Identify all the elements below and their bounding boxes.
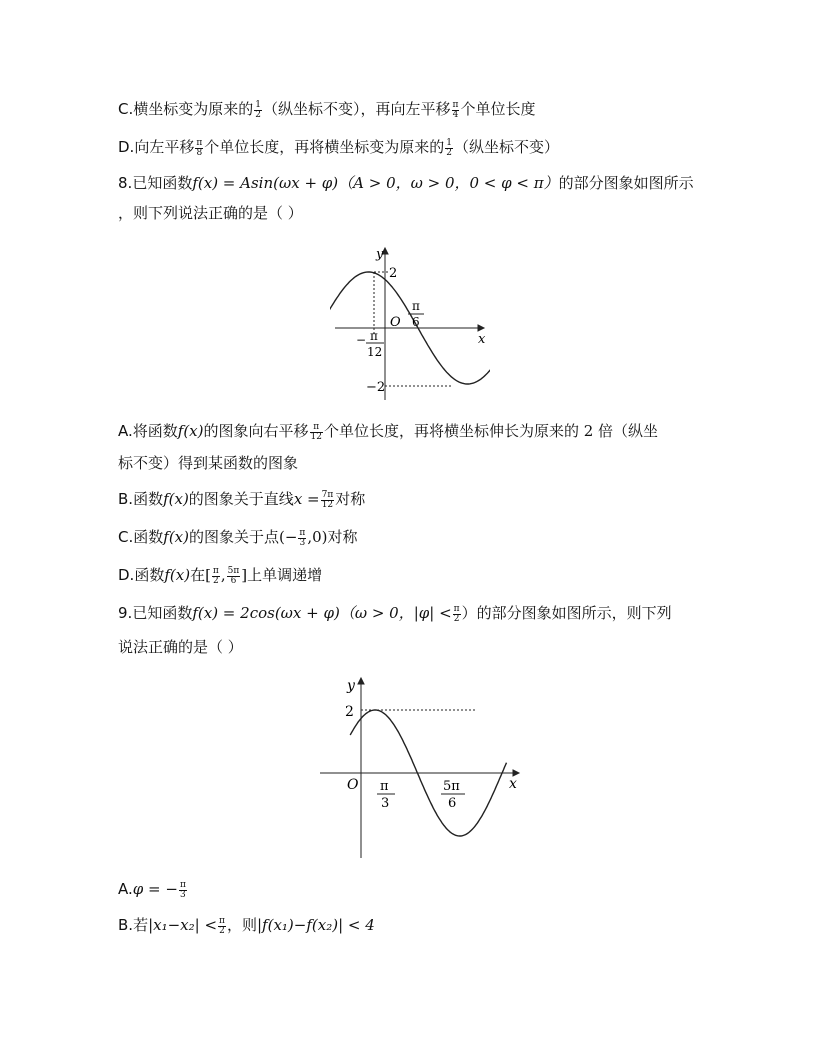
q8-option-d: [118, 564, 322, 586]
parameter-conditions: （A > 0，ω > 0，0 < φ < π）: [338, 174, 559, 192]
option-prefix: B.: [118, 490, 134, 508]
x-axis-label: x: [478, 332, 486, 347]
x-axis-label: x: [509, 776, 517, 792]
q8-option-b: [118, 488, 365, 510]
fraction: $\frac{\pi}{2}$: [453, 603, 460, 624]
tick1-denominator: 3: [381, 796, 390, 811]
fraction: $\frac{\pi}{3}$: [179, 879, 186, 900]
function-name: f(x): [163, 490, 189, 508]
option-prefix: A.: [118, 422, 133, 440]
neg-tick-numerator: π: [370, 329, 378, 343]
fraction: $\frac{\pi}{2}$: [219, 915, 225, 936]
neg-tick-sign: −: [356, 333, 367, 347]
fraction: $\frac{5\pi}{6}$: [227, 565, 240, 586]
question-text: ）的部分图象如图所示，则下列: [461, 604, 672, 622]
question-number: 8.: [118, 174, 133, 192]
option-text: 函数: [134, 566, 165, 584]
option-text: 向左平移: [134, 138, 195, 156]
question-text: 已知函数: [132, 174, 193, 192]
fraction: $\frac{1}{2}$: [446, 137, 453, 158]
q9-option-b: [118, 914, 375, 936]
option-text: 标不变）得到某函数的图象: [118, 454, 299, 472]
fraction: $\frac{\pi}{12}$: [310, 421, 322, 442]
option-text: 函数: [133, 490, 164, 508]
option-prefix: D.: [118, 138, 135, 156]
y-axis-arrow: [358, 678, 364, 684]
function-formula: f(x) = Asin(ωx + φ): [192, 174, 339, 192]
equation-lhs: φ = −: [132, 880, 178, 898]
max-label: 2: [345, 704, 354, 720]
question-text: 的部分图象如图所示: [558, 174, 694, 192]
question-9-line: [118, 602, 672, 624]
y-axis-label: y: [347, 678, 355, 694]
fraction: $\frac{\pi}{8}$: [196, 137, 203, 158]
option-text: 对称: [335, 490, 366, 508]
x-axis-arrow: [478, 325, 484, 331]
option-text: 个单位长度，再将横坐标变为原来的: [204, 138, 445, 156]
fraction: $\frac{1}{2}$: [255, 99, 261, 120]
option-text: 的图象关于直线: [188, 490, 294, 508]
neg-tick-denominator: 12: [367, 345, 383, 359]
tick2-denominator: 6: [448, 796, 457, 811]
q9-option-a: [118, 878, 188, 900]
question-9-line-2: [118, 636, 243, 658]
origin-label: O: [390, 315, 401, 330]
option-text: 函数: [133, 528, 164, 546]
separator: ,: [220, 566, 226, 584]
option-prefix: B.: [118, 916, 134, 934]
max-label: 2: [389, 266, 398, 281]
option-text: 的图象关于点(−: [188, 528, 298, 546]
origin-label: O: [347, 777, 359, 793]
function-name: f(x): [163, 528, 189, 546]
question-8-line-2: [118, 202, 303, 224]
fraction: $\frac{\pi}{2}$: [212, 565, 219, 586]
option-text: ]上单调递增: [241, 566, 323, 584]
min-label: −2: [366, 380, 386, 395]
function-name: f(x): [164, 566, 191, 584]
function-formula: f(x) = 2cos(ωx + φ): [192, 604, 340, 622]
pos-tick-numerator: π: [412, 299, 420, 313]
option-text: 将函数: [132, 422, 178, 440]
question-text: 说法正确的是（ ）: [118, 638, 243, 656]
option-text: （纵坐标不变），再向左平移: [263, 100, 451, 118]
option-prefix: C.: [118, 528, 134, 546]
fraction: $\frac{\pi}{3}$: [299, 527, 306, 548]
option-text: 在[: [190, 566, 211, 584]
tick1-numerator: π: [380, 779, 389, 794]
option-text: ，则: [226, 916, 257, 934]
pos-tick-denominator: 6: [412, 315, 420, 329]
question-text: ，则下列说法正确的是（ ）: [118, 204, 303, 222]
cosine-graph-q9: [315, 672, 525, 862]
option-text: 横坐标变为原来的: [133, 100, 254, 118]
option-text: 个单位长度，再将横坐标伸长为原来的 2 倍（纵坐: [323, 422, 659, 440]
option-prefix: A.: [118, 880, 133, 898]
inequality-lhs: |x₁−x₂| <: [148, 916, 218, 934]
inequality-rhs: |f(x₁)−f(x₂)| < 4: [256, 916, 375, 934]
option-text: 的图象向右平移: [203, 422, 309, 440]
parameter-conditions: （ω > 0，|φ| <: [339, 604, 452, 622]
option-d-line: [118, 136, 559, 158]
q8-option-a: [118, 420, 658, 442]
question-8-line: [118, 172, 694, 194]
option-prefix: C.: [118, 100, 134, 118]
q8-option-a-line-2: [118, 452, 298, 474]
question-number: 9.: [118, 604, 133, 622]
option-c-line: [118, 98, 535, 120]
fraction: $\frac{7\pi}{12}$: [321, 489, 334, 510]
question-text: 已知函数: [132, 604, 193, 622]
y-axis-label: y: [376, 247, 384, 262]
option-text: 若: [133, 916, 149, 934]
equation-lhs: x =: [293, 490, 320, 508]
option-text: （纵坐标不变）: [454, 138, 560, 156]
tick2-numerator: 5π: [443, 779, 460, 794]
sine-graph-q8: [330, 240, 490, 405]
option-text: ,0)对称: [307, 528, 358, 546]
option-text: 个单位长度: [460, 100, 536, 118]
fraction: $\frac{\pi}{4}$: [452, 99, 459, 120]
function-name: f(x): [177, 422, 204, 440]
q8-option-c: [118, 526, 358, 548]
option-prefix: D.: [118, 566, 135, 584]
